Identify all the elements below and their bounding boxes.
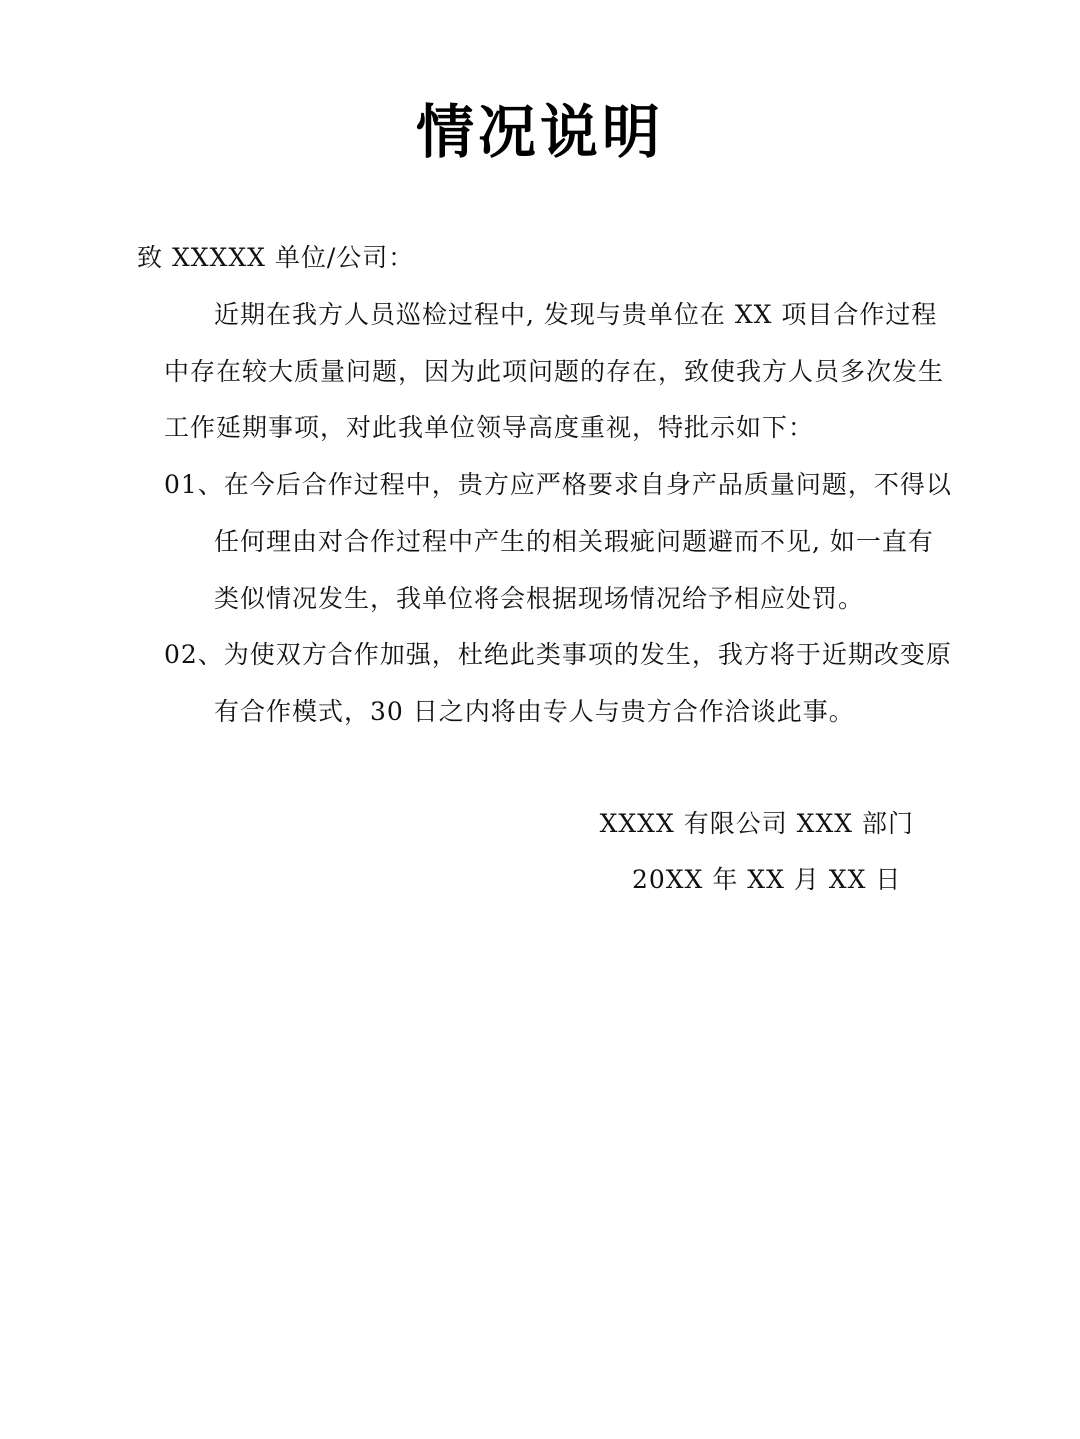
signature-date: 20XX 年 XX 月 XX 日 — [632, 865, 902, 894]
paragraph-line: 中存在较大质量问题，因为此项问题的存在，致使我方人员多次发生 — [164, 357, 945, 386]
list-item-line: 任何理由对合作过程中产生的相关瑕疵问题避而不见, 如一直有 — [214, 527, 934, 556]
salutation: 致 XXXXX 单位/公司： — [137, 243, 415, 272]
list-item-line: 类似情况发生，我单位将会根据现场情况给予相应处罚。 — [214, 584, 865, 613]
paragraph-line: 工作延期事项，对此我单位领导高度重视，特批示如下： — [164, 413, 815, 442]
list-item-line: 有合作模式，30 日之内将由专人与贵方合作洽谈此事。 — [214, 697, 855, 726]
paragraph-line: 近期在我方人员巡检过程中, 发现与贵单位在 XX 项目合作过程 — [214, 300, 938, 329]
list-item-line: 01、在今后合作过程中，贵方应严格要求自身产品质量问题，不得以 — [164, 470, 952, 499]
list-item-line: 02、为使双方合作加强，杜绝此类事项的发生，我方将于近期改变原 — [164, 640, 952, 669]
document-title: 情况说明 — [415, 98, 664, 166]
signature-org: XXXX 有限公司 XXX 部门 — [599, 809, 914, 838]
